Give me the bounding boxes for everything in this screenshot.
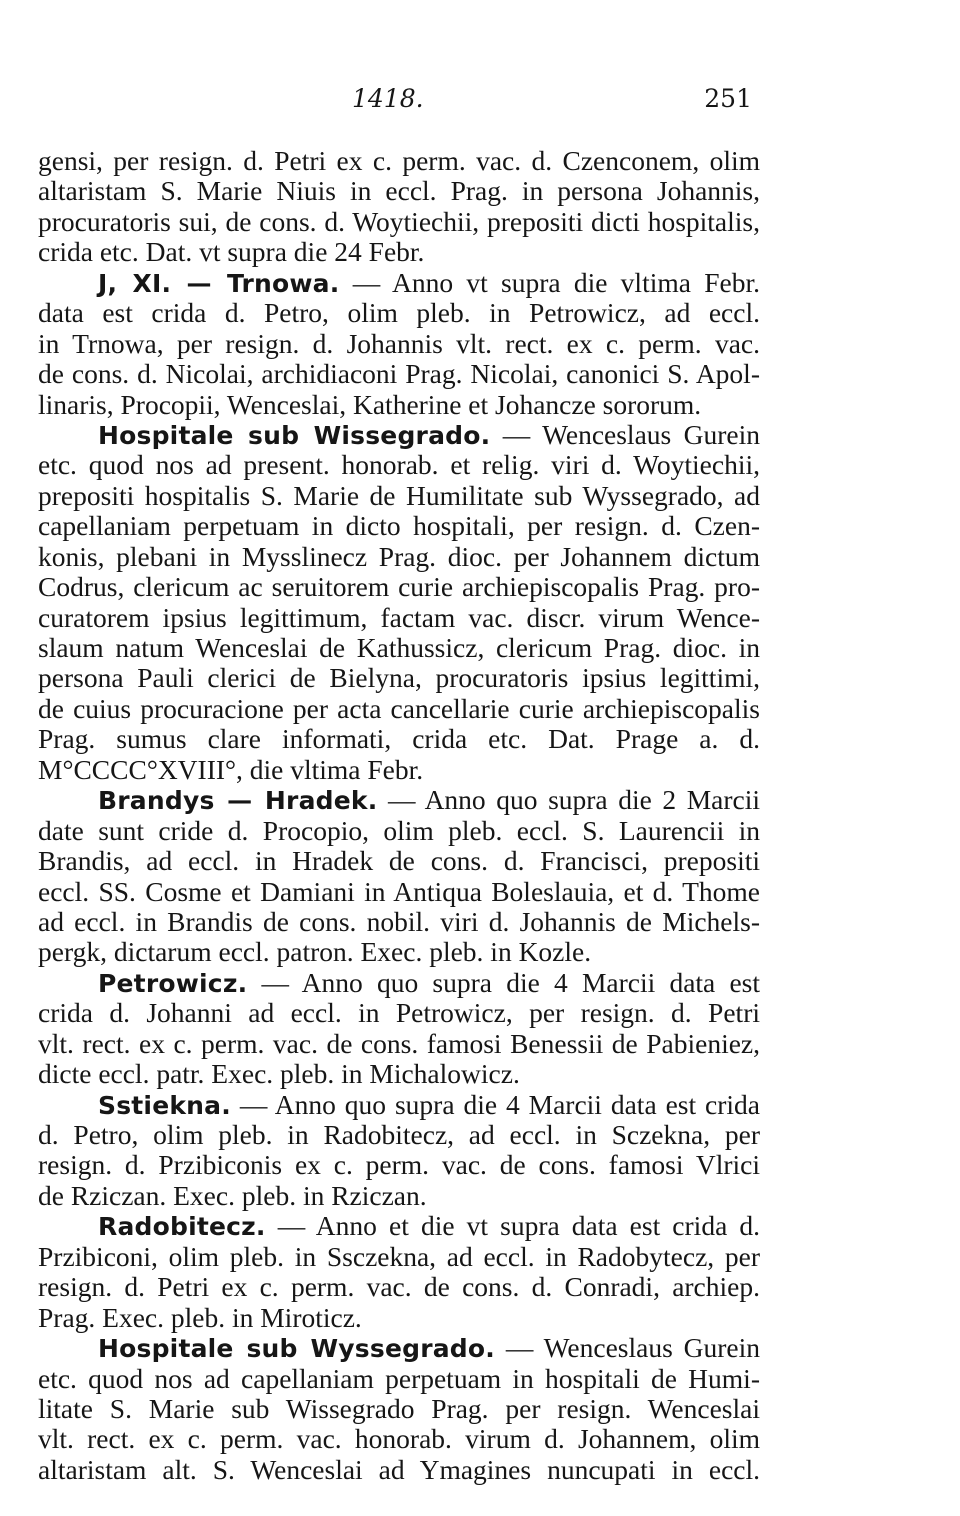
text-line (38, 1211, 760, 1241)
line-text: altaristam S. Marie Niuis in eccl. Prag. in persona Johannis, (38, 175, 760, 207)
line-text: Codrus, clericum ac seruitorem curie archiepiscopalis Prag. pro- (38, 571, 760, 603)
entry-heading: Sstiekna. (98, 1090, 231, 1120)
text-line (38, 937, 760, 967)
line-text: — Anno quo supra die 4 Marcii data est (247, 966, 760, 998)
line-text: linaris, Procopii, Wenceslai, Katherine et Johancze sororum. (38, 388, 702, 420)
text-line (38, 907, 760, 937)
line-text: date sunt cride d. Procopio, olim pleb. eccl. S. Laurencii in (38, 814, 760, 846)
line-text: M°CCCC°XVIII°, die vltima Febr. (38, 753, 424, 785)
line-text: de cons. d. Nicolai, archidiaconi Prag. Nicolai, canonici S. Apol- (38, 358, 760, 390)
line-text: konis, plebani in Mysslinecz Prag. dioc. per Johannem dictum (38, 540, 760, 572)
text-line (38, 785, 760, 815)
text-line (38, 390, 760, 420)
line-text: ad eccl. in Brandis de cons. nobil. viri d. Johannis de Michels- (38, 905, 760, 937)
text-line (38, 816, 760, 846)
line-text: procuratoris sui, de cons. d. Woytiechii, prepositi dicti hospitalis, (38, 205, 760, 237)
line-text: vlt. rect. ex c. perm. vac. honorab. virum d. Johannem, olim (38, 1423, 760, 1455)
line-text: curatorem ipsius legittimum, factam vac. discr. virum Wence- (38, 601, 760, 633)
text-line (38, 359, 760, 389)
text-line (38, 1059, 760, 1089)
text-line (38, 846, 760, 876)
text-line (38, 663, 760, 693)
line-text: — Wenceslaus Gurein (494, 1332, 760, 1364)
text-line (38, 1120, 760, 1150)
line-text: crida etc. Dat. vt supra die 24 Febr. (38, 236, 425, 268)
line-text: crida d. Johanni ad eccl. in Petrowicz, per resign. d. Petri (38, 997, 760, 1029)
line-text: vlt. rect. ex c. perm. vac. de cons. famosi Benessii de Pabieniez, (38, 1027, 760, 1059)
line-text: — Anno quo supra die 2 Marcii (377, 784, 761, 816)
text-line (38, 176, 760, 206)
text-line (38, 146, 760, 176)
text-line (38, 481, 760, 511)
text-line (38, 1333, 760, 1363)
text-line (38, 968, 760, 998)
line-text: resign. d. Przibiconis ex c. perm. vac. de cons. famosi Vlrici (38, 1149, 760, 1181)
line-text: gensi, per resign. d. Petri ex c. perm. vac. d. Czenconem, olim (38, 145, 760, 176)
text-line (38, 877, 760, 907)
text-line (38, 724, 760, 754)
text-line (38, 694, 760, 724)
line-text: de cuius procuracione per acta cancellarie curie archiepiscopalis (38, 692, 760, 724)
text-line (38, 1424, 760, 1454)
text-line (38, 1303, 760, 1333)
text-line (38, 1394, 760, 1424)
entry-heading: Hospitale sub Wyssegrado. (98, 1334, 495, 1364)
entry-heading: J, XI. — Trnowa. (98, 268, 340, 298)
line-text: — Anno quo supra die 4 Marcii data est crida (230, 1088, 760, 1120)
line-text: in Trnowa, per resign. d. Johannis vlt. rect. ex c. perm. vac. (38, 327, 760, 359)
text-line (38, 1272, 760, 1302)
line-text: — Wenceslaus Gurein (490, 418, 760, 450)
text-line (38, 1364, 760, 1394)
line-text: persona Pauli clerici de Bielyna, procuratoris ipsius legittimi, (38, 662, 760, 694)
line-text: Prag. Exec. pleb. in Miroticz. (38, 1301, 362, 1333)
line-text: slaum natum Wenceslai de Kathussicz, clericum Prag. dioc. in (38, 632, 760, 663)
line-text: dicte eccl. patr. Exec. pleb. in Michalowicz. (38, 1058, 520, 1090)
text-line (38, 1455, 760, 1485)
line-text: data est crida d. Petro, olim pleb. in Petrowicz, ad eccl. (38, 297, 760, 329)
line-text: eccl. SS. Cosme et Damiani in Antiqua Boleslauia, et d. Thome (38, 875, 760, 907)
text-line (38, 1029, 760, 1059)
running-head (40, 84, 752, 120)
line-text: — Anno et die vt supra data est crida d. (265, 1210, 760, 1242)
line-text: capellaniam perpetuam in dicto hospitali, per resign. d. Czen- (38, 510, 760, 542)
entry-heading: Petrowicz. (98, 968, 248, 998)
running-head-year: 1418. (352, 84, 424, 113)
text-line (38, 1150, 760, 1180)
text-line (38, 1242, 760, 1272)
text-line (38, 450, 760, 480)
entry-heading: Hospitale sub Wissegrado. (98, 420, 491, 450)
text-line (38, 755, 760, 785)
line-text: prepositi hospitalis S. Marie de Humilitate sub Wyssegrado, ad (38, 479, 760, 511)
line-text: etc. quod nos ad capellaniam perpetuam in hospitali de Humi- (38, 1362, 760, 1394)
line-text: — Anno vt supra die vltima Febr. (339, 266, 760, 298)
text-line (38, 1181, 760, 1211)
entry-heading: Radobitecz. (98, 1212, 266, 1242)
line-text: pergk, dictarum eccl. patron. Exec. pleb. in Kozle. (38, 936, 592, 968)
line-text: Przibiconi, olim pleb. in Ssczekna, ad eccl. in Radobytecz, per (38, 1240, 760, 1272)
line-text: altaristam alt. S. Wenceslai ad Ymagines nuncupati in eccl. (38, 1453, 760, 1485)
text-line (38, 511, 760, 541)
text-line (38, 633, 760, 663)
line-text: de Rziczan. Exec. pleb. in Rziczan. (38, 1179, 427, 1211)
text-line (38, 298, 760, 328)
text-line (38, 542, 760, 572)
entry-heading: Brandys — Hradek. (98, 786, 378, 816)
text-line (38, 420, 760, 450)
text-line (38, 237, 760, 267)
text-line (38, 268, 760, 298)
text-line (38, 207, 760, 237)
text-line (38, 572, 760, 602)
page-number: 251 (704, 84, 752, 113)
line-text: d. Petro, olim pleb. in Radobitecz, ad eccl. in Sczekna, per (38, 1119, 760, 1150)
line-text: Brandis, ad eccl. in Hradek de cons. d. Francisci, prepositi (38, 845, 760, 877)
text-line (38, 1090, 760, 1120)
text-line (38, 603, 760, 633)
main-text-block (38, 146, 760, 1485)
line-text: litate S. Marie sub Wissegrado Prag. per resign. Wenceslai (38, 1392, 760, 1424)
text-line (38, 329, 760, 359)
line-text: etc. quod nos ad present. honorab. et relig. viri d. Woytiechii, (38, 449, 760, 481)
line-text: Prag. sumus clare informati, crida etc. Dat. Prage a. d. (38, 723, 760, 755)
text-line (38, 998, 760, 1028)
line-text: resign. d. Petri ex c. perm. vac. de cons. d. Conradi, archiep. (38, 1271, 760, 1303)
